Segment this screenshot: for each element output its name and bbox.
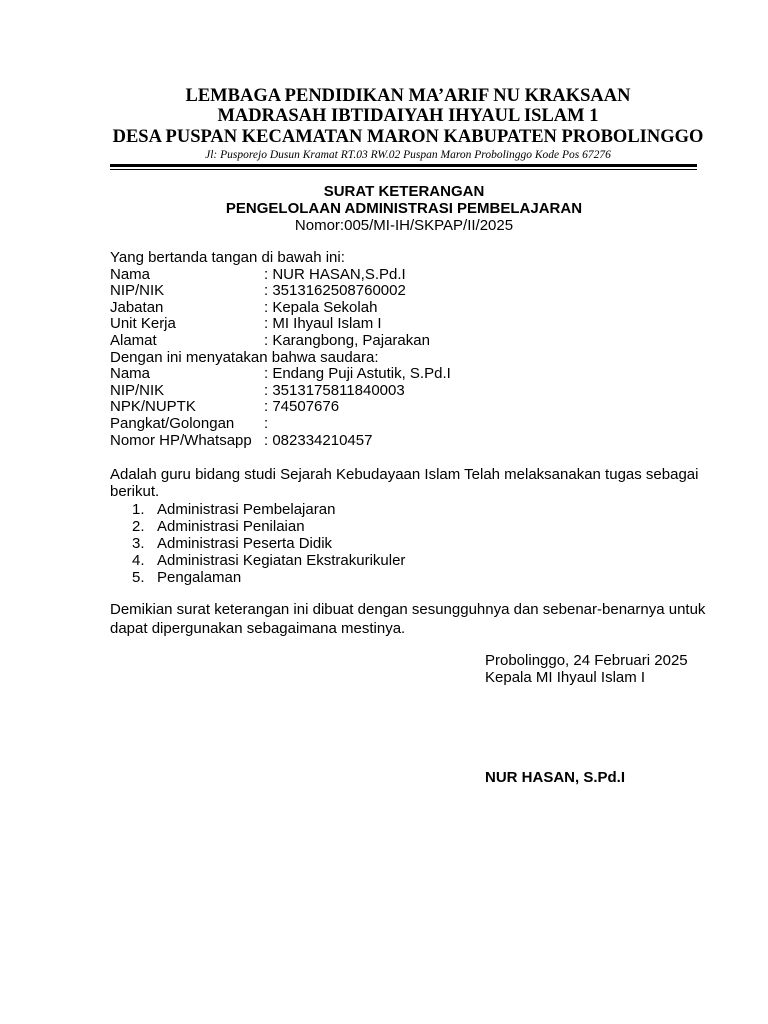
list-item: 1. Administrasi Pembelajaran <box>132 501 336 518</box>
title-line-2: PENGELOLAAN ADMINISTRASI PEMBELAJARAN <box>225 200 583 217</box>
field-row <box>110 283 451 300</box>
field-row <box>110 433 451 450</box>
letterhead-divider-thick <box>110 164 697 167</box>
list-item: 3. Administrasi Peserta Didik <box>132 535 333 552</box>
field-row <box>110 316 451 333</box>
field-value: : Kepala Sekolah <box>264 298 378 316</box>
letter-number: Nomor:005/MI-IH/SKPAP/II/2025 <box>294 217 514 234</box>
list-item: 4. Administrasi Kegiatan Ekstrakurikuler <box>132 552 406 569</box>
list-item: 5. Pengalaman <box>132 569 242 586</box>
task-list <box>110 501 710 586</box>
field-row <box>110 300 451 317</box>
field-value: : <box>264 414 269 432</box>
field-row <box>110 333 451 350</box>
signature-name: NUR HASAN, S.Pd.I <box>485 769 626 786</box>
field-row <box>110 399 451 416</box>
letterhead-institution: LEMBAGA PENDIDIKAN MA’ARIF NU KRAKSAAN <box>185 86 631 106</box>
field-value: : 082334210457 <box>264 431 373 449</box>
letterhead-address: Jl: Pusporejo Dusun Kramat RT.03 RW.02 Puspan Maron Probolinggo Kode Pos 67276 <box>205 149 611 161</box>
field-label: Pangkat/Golongan <box>110 414 235 432</box>
field-value: : MI Ihyaul Islam I <box>264 315 382 333</box>
field-value: : 3513162508760002 <box>264 282 406 300</box>
field-row <box>110 366 451 383</box>
letterhead-divider-thin <box>110 169 697 170</box>
field-value: : NUR HASAN,S.Pd.I <box>264 265 406 283</box>
letter-title <box>0 183 768 234</box>
field-value: : 3513175811840003 <box>264 381 405 399</box>
field-row <box>110 383 451 400</box>
signatory-intro: Yang bertanda tangan di bawah ini: <box>110 249 345 266</box>
field-value: : 74507676 <box>264 398 340 416</box>
closing-paragraph: Demikian surat keterangan ini dibuat dengan sesungguhnya dan sebenar-benarnya untuk dapat dipergunakan sebagaimana mestinya. <box>110 601 706 637</box>
title-line-1: SURAT KETERANGAN <box>323 183 485 200</box>
subject-intro: Dengan ini menyatakan bahwa saudara: <box>110 348 379 366</box>
list-item: 2. Administrasi Penilaian <box>132 518 305 535</box>
field-label: NIP/NIK <box>110 282 165 300</box>
letterhead <box>0 86 768 162</box>
field-value: : Karangbong, Pajarakan <box>264 331 430 349</box>
field-row <box>110 267 451 284</box>
field-row <box>110 416 451 433</box>
signature-place-date: Probolinggo, 24 Februari 2025 <box>485 652 688 669</box>
field-label: Nama <box>110 365 151 383</box>
field-value: : Endang Puji Astutik, S.Pd.I <box>264 365 451 383</box>
field-label: NIP/NIK <box>110 381 165 399</box>
field-label: Unit Kerja <box>110 315 176 333</box>
field-label: NPK/NUPTK <box>110 398 196 416</box>
signatory-block <box>110 250 451 449</box>
field-label: Jabatan <box>110 298 164 316</box>
field-label: Nama <box>110 265 151 283</box>
statement-paragraph: Adalah guru bidang studi Sejarah Kebudayaan Islam Telah melaksanakan tugas sebagai berikut. <box>110 466 699 500</box>
letterhead-school: MADRASAH IBTIDAIYAH IHYAUL ISLAM 1 <box>217 106 599 126</box>
field-label: Alamat <box>110 331 157 349</box>
signature-position: Kepala MI Ihyaul Islam I <box>485 669 646 686</box>
field-label: Nomor HP/Whatsapp <box>110 431 252 449</box>
letterhead-region: DESA PUSPAN KECAMATAN MARON KABUPATEN PROBOLINGGO <box>112 127 704 147</box>
task-list-block <box>110 501 710 586</box>
